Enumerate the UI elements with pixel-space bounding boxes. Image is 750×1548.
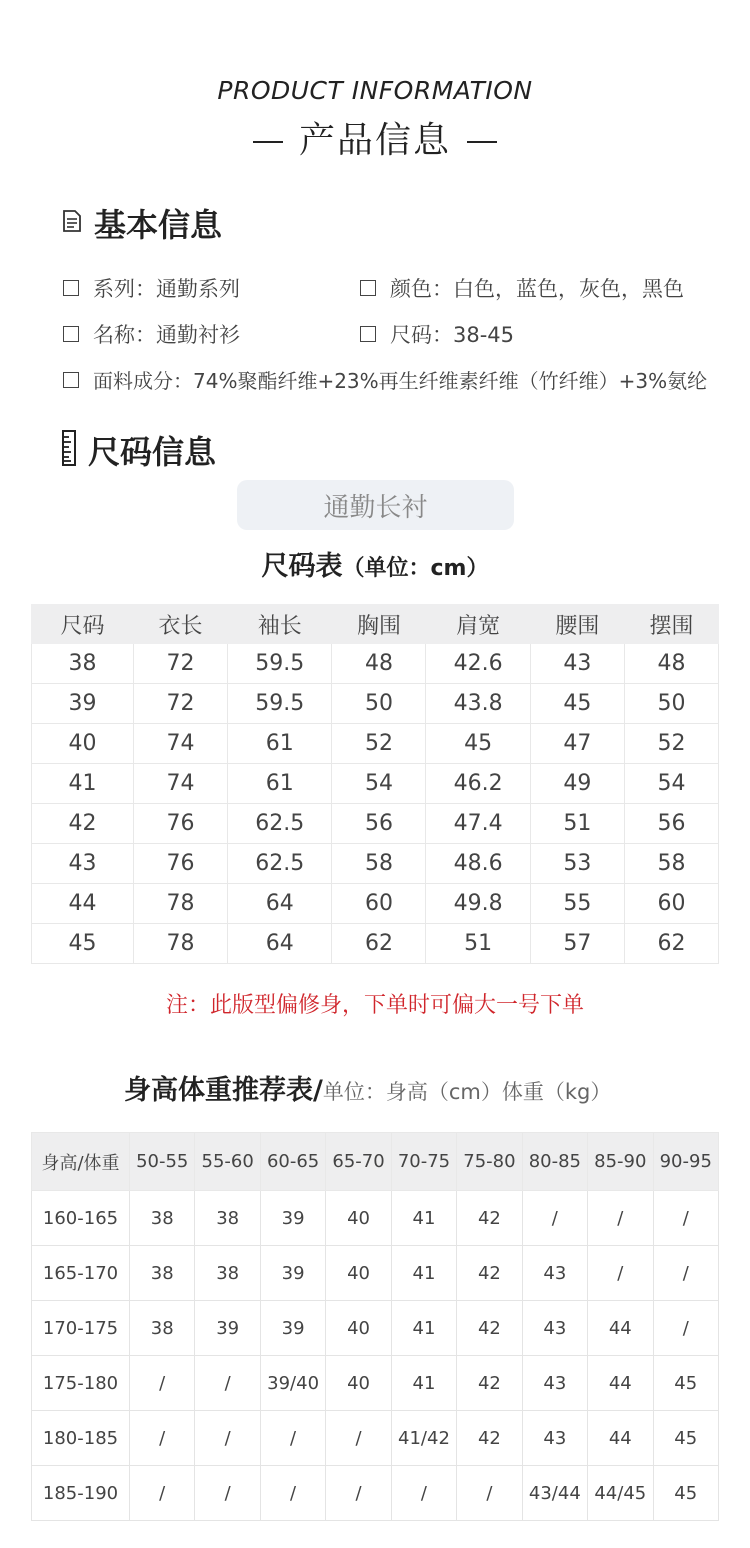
- table-cell: 43: [522, 1246, 587, 1301]
- series-text: 系列：通勤系列: [93, 277, 240, 301]
- info-series: [63, 273, 240, 303]
- table-header-cell: 50-55: [130, 1133, 195, 1191]
- table-cell: 44: [588, 1356, 653, 1411]
- table-cell: 78: [134, 924, 228, 964]
- table-cell: 48: [332, 644, 426, 684]
- table-cell: 60: [624, 884, 718, 924]
- table-cell: /: [653, 1246, 719, 1301]
- table-cell: 72: [134, 684, 228, 724]
- table-cell: 39: [260, 1191, 325, 1246]
- table-cell: 170-175: [32, 1301, 130, 1356]
- table-cell: 45: [653, 1411, 719, 1466]
- table-header-cell: 身高/体重: [32, 1133, 130, 1191]
- table-cell: 47: [530, 724, 624, 764]
- table-cell: /: [653, 1301, 719, 1356]
- table-cell: 43: [522, 1411, 587, 1466]
- table-cell: 76: [134, 804, 228, 844]
- header-cn-title: [0, 112, 750, 163]
- size-table-row: [32, 644, 719, 684]
- recommend-table: [31, 1132, 719, 1521]
- table-cell: 53: [530, 844, 624, 884]
- fabric-text: 面料成分：74%聚酯纤维+23%再生纤维素纤维（竹纤维）+3%氨纶: [93, 369, 708, 393]
- table-header-cell: 胸围: [332, 605, 426, 644]
- header-en-title: PRODUCT INFORMATION: [217, 76, 533, 105]
- table-header-cell: 60-65: [260, 1133, 325, 1191]
- table-cell: 175-180: [32, 1356, 130, 1411]
- table-header-cell: 90-95: [653, 1133, 719, 1191]
- table-cell: 38: [130, 1191, 195, 1246]
- table-cell: 51: [426, 924, 530, 964]
- table-cell: 59.5: [228, 644, 332, 684]
- table-cell: /: [260, 1466, 325, 1521]
- dash-left: [253, 141, 283, 143]
- table-cell: 74: [134, 764, 228, 804]
- table-cell: 42: [457, 1246, 522, 1301]
- table-cell: 72: [134, 644, 228, 684]
- table-cell: 58: [624, 844, 718, 884]
- size-info-title: 尺码信息: [88, 433, 217, 471]
- recommend-title: [124, 1068, 611, 1107]
- table-cell: /: [326, 1411, 391, 1466]
- table-cell: /: [195, 1466, 260, 1521]
- size-table-row: [32, 724, 719, 764]
- table-cell: 46.2: [426, 764, 530, 804]
- table-cell: 52: [332, 724, 426, 764]
- table-cell: 48: [624, 644, 718, 684]
- table-cell: /: [457, 1466, 522, 1521]
- table-cell: 60: [332, 884, 426, 924]
- table-header-cell: 摆围: [624, 605, 718, 644]
- table-cell: 45: [653, 1356, 719, 1411]
- size-table-row: [32, 844, 719, 884]
- table-cell: 55: [530, 884, 624, 924]
- table-cell: 48.6: [426, 844, 530, 884]
- table-cell: 39: [260, 1246, 325, 1301]
- recommend-unit: 单位：身高（cm）体重（kg）: [322, 1080, 612, 1104]
- info-fabric: [63, 365, 707, 394]
- table-cell: 42: [457, 1191, 522, 1246]
- size-table-row: [32, 684, 719, 724]
- table-cell: 41: [391, 1246, 456, 1301]
- table-cell: 62.5: [228, 804, 332, 844]
- table-cell: 41/42: [391, 1411, 456, 1466]
- table-cell: /: [588, 1191, 653, 1246]
- document-icon: [62, 210, 82, 236]
- table-cell: 61: [228, 724, 332, 764]
- table-cell: 62.5: [228, 844, 332, 884]
- table-cell: 39: [195, 1301, 260, 1356]
- table-cell: 41: [391, 1356, 456, 1411]
- header-cn-text: 产品信息: [298, 120, 451, 161]
- table-cell: 40: [326, 1301, 391, 1356]
- table-cell: 43/44: [522, 1466, 587, 1521]
- table-cell: 43.8: [426, 684, 530, 724]
- recommend-table-row: [32, 1301, 719, 1356]
- table-cell: 44: [588, 1411, 653, 1466]
- table-cell: 62: [332, 924, 426, 964]
- size-table-unit: （单位：cm）: [342, 556, 489, 581]
- table-header-cell: 袖长: [228, 605, 332, 644]
- table-header-cell: 腰围: [530, 605, 624, 644]
- table-cell: 39: [260, 1301, 325, 1356]
- table-cell: 64: [228, 884, 332, 924]
- table-cell: 45: [426, 724, 530, 764]
- table-cell: 49.8: [426, 884, 530, 924]
- size-table-row: [32, 924, 719, 964]
- table-cell: 38: [130, 1246, 195, 1301]
- recommend-table-row: [32, 1356, 719, 1411]
- table-cell: /: [260, 1411, 325, 1466]
- table-cell: 58: [332, 844, 426, 884]
- size-info-heading: [62, 427, 216, 473]
- size-table-row: [32, 804, 719, 844]
- table-cell: 43: [522, 1356, 587, 1411]
- table-cell: 74: [134, 724, 228, 764]
- table-header-cell: 尺码: [32, 605, 134, 644]
- table-cell: /: [195, 1411, 260, 1466]
- table-cell: 59.5: [228, 684, 332, 724]
- table-cell: 41: [391, 1191, 456, 1246]
- recommend-table-row: [32, 1246, 719, 1301]
- table-cell: 52: [624, 724, 718, 764]
- basic-info-title: 基本信息: [94, 206, 223, 244]
- table-cell: 78: [134, 884, 228, 924]
- dash-right: [467, 141, 497, 143]
- table-cell: 45: [530, 684, 624, 724]
- table-cell: 57: [530, 924, 624, 964]
- table-header-cell: 85-90: [588, 1133, 653, 1191]
- table-cell: 40: [32, 724, 134, 764]
- table-header-cell: 65-70: [326, 1133, 391, 1191]
- ruler-icon: [62, 430, 76, 470]
- info-name: [63, 319, 240, 349]
- table-cell: 42: [457, 1411, 522, 1466]
- table-cell: 43: [530, 644, 624, 684]
- recommend-table-row: [32, 1191, 719, 1246]
- table-cell: /: [326, 1466, 391, 1521]
- table-cell: /: [130, 1466, 195, 1521]
- table-cell: /: [588, 1246, 653, 1301]
- table-cell: 165-170: [32, 1246, 130, 1301]
- fit-note: 注：此版型偏修身，下单时可偏大一号下单: [165, 993, 584, 1018]
- info-color: [360, 273, 684, 303]
- table-cell: 54: [332, 764, 426, 804]
- size-table-header-row: [32, 605, 719, 644]
- info-size: [360, 319, 514, 349]
- table-header-cell: 80-85: [522, 1133, 587, 1191]
- table-cell: /: [522, 1191, 587, 1246]
- table-cell: 45: [32, 924, 134, 964]
- size-text: 尺码：38-45: [390, 323, 515, 347]
- table-cell: 40: [326, 1191, 391, 1246]
- table-cell: /: [195, 1356, 260, 1411]
- basic-info-heading: [62, 200, 222, 246]
- table-cell: 40: [326, 1356, 391, 1411]
- table-cell: 45: [653, 1466, 719, 1521]
- table-cell: 180-185: [32, 1411, 130, 1466]
- table-cell: 44/45: [588, 1466, 653, 1521]
- table-cell: 38: [195, 1191, 260, 1246]
- table-cell: /: [391, 1466, 456, 1521]
- recommend-table-header-row: [32, 1133, 719, 1191]
- table-cell: 50: [332, 684, 426, 724]
- table-cell: 38: [195, 1246, 260, 1301]
- table-header-cell: 75-80: [457, 1133, 522, 1191]
- table-header-cell: 肩宽: [426, 605, 530, 644]
- table-cell: 76: [134, 844, 228, 884]
- size-table-title-text: 尺码表: [261, 551, 343, 582]
- table-cell: /: [130, 1411, 195, 1466]
- table-cell: 41: [32, 764, 134, 804]
- color-text: 颜色：白色，蓝色，灰色，黑色: [390, 277, 684, 301]
- checkbox-icon: [63, 280, 79, 296]
- table-cell: 44: [32, 884, 134, 924]
- table-cell: 62: [624, 924, 718, 964]
- table-cell: 42.6: [426, 644, 530, 684]
- checkbox-icon: [360, 326, 376, 342]
- table-cell: 42: [32, 804, 134, 844]
- table-cell: 56: [332, 804, 426, 844]
- recommend-title-text: 身高体重推荐表/: [124, 1075, 323, 1106]
- table-header-cell: 衣长: [134, 605, 228, 644]
- table-cell: 51: [530, 804, 624, 844]
- table-cell: 54: [624, 764, 718, 804]
- table-cell: 56: [624, 804, 718, 844]
- table-cell: 47.4: [426, 804, 530, 844]
- table-cell: 43: [522, 1301, 587, 1356]
- table-cell: 49: [530, 764, 624, 804]
- table-cell: /: [130, 1356, 195, 1411]
- recommend-table-row: [32, 1466, 719, 1521]
- table-cell: 41: [391, 1301, 456, 1356]
- size-table-body: [32, 644, 719, 964]
- checkbox-icon: [63, 372, 79, 388]
- recommend-table-body: [32, 1191, 719, 1521]
- table-cell: 39: [32, 684, 134, 724]
- size-table-title: [0, 544, 750, 583]
- table-cell: 42: [457, 1356, 522, 1411]
- recommend-table-row: [32, 1411, 719, 1466]
- table-cell: 42: [457, 1301, 522, 1356]
- table-cell: 44: [588, 1301, 653, 1356]
- table-cell: 50: [624, 684, 718, 724]
- table-cell: 160-165: [32, 1191, 130, 1246]
- table-cell: 38: [32, 644, 134, 684]
- table-cell: 40: [326, 1246, 391, 1301]
- size-table-row: [32, 764, 719, 804]
- table-cell: 61: [228, 764, 332, 804]
- table-cell: 39/40: [260, 1356, 325, 1411]
- name-text: 名称：通勤衬衫: [93, 323, 240, 347]
- checkbox-icon: [63, 326, 79, 342]
- table-cell: 38: [130, 1301, 195, 1356]
- table-cell: 185-190: [32, 1466, 130, 1521]
- checkbox-icon: [360, 280, 376, 296]
- table-header-cell: 70-75: [391, 1133, 456, 1191]
- table-cell: /: [653, 1191, 719, 1246]
- table-cell: 43: [32, 844, 134, 884]
- size-table-row: [32, 884, 719, 924]
- size-table: [31, 604, 719, 964]
- table-cell: 64: [228, 924, 332, 964]
- table-header-cell: 55-60: [195, 1133, 260, 1191]
- style-tag[interactable]: 通勤长衬: [237, 480, 514, 530]
